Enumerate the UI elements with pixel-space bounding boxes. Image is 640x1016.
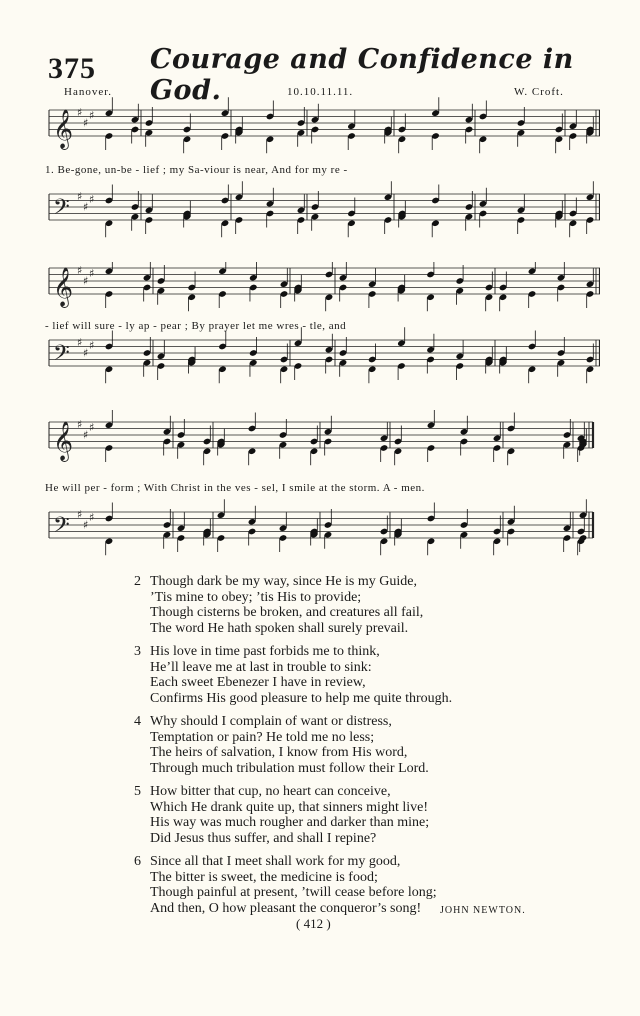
lyrics-line-2: - lief will sure - ly ap - pear ; By prayer let me wres - tle, and <box>45 320 347 332</box>
verse-line: Though dark be my way, since He is my Guide, <box>150 574 417 589</box>
verse-line: The bitter is sweet, the medicine is food; <box>150 869 378 885</box>
sharp-icon: ♯ <box>89 108 95 122</box>
treble-clef-icon: 𝄞 <box>53 109 74 149</box>
verse-line: Temptation or pain? He told me no less; <box>150 729 375 745</box>
sharp-icon: ♯ <box>83 200 89 214</box>
verse-line: Though painful at present, ’twill cease before long; <box>150 885 437 900</box>
verse-line: Why should I complain of want or distress, <box>150 714 392 729</box>
sharp-icon: ♯ <box>89 192 95 206</box>
treble-clef-icon: 𝄞 <box>53 421 74 461</box>
hymn-title: Courage and Confidence in God. <box>150 44 574 106</box>
music-system-2 <box>45 262 600 392</box>
sharp-icon: ♯ <box>89 266 95 280</box>
music-system-1 <box>45 96 600 256</box>
hymn-number: 375 <box>48 52 96 85</box>
verse-number: 6 <box>134 854 141 869</box>
verse-line: Since all that I meet shall work for my good, <box>150 854 401 869</box>
tune-name: Hanover. <box>64 86 113 98</box>
sharp-icon: ♯ <box>77 189 83 203</box>
verse-line: Through much tribulation must follow their Lord. <box>150 760 429 776</box>
sharp-icon: ♯ <box>77 105 83 119</box>
verse-line: The heirs of salvation, I know from His word, <box>150 745 408 760</box>
verses <box>134 574 590 924</box>
page-number: ( 412 ) <box>296 916 331 931</box>
verse-line: And then, O how pleasant the conqueror’s song! <box>150 900 422 916</box>
sharp-icon: ♯ <box>83 346 89 360</box>
bass-clef-icon: 𝄢 <box>53 341 70 371</box>
verse <box>134 714 590 776</box>
verse-line: Each sweet Ebenezer I have in review, <box>150 675 366 690</box>
verse-line: His love in time past forbids me to think, <box>150 644 380 659</box>
sharp-icon: ♯ <box>77 417 83 431</box>
verse-number: 3 <box>134 644 141 659</box>
music-staves-1 <box>45 96 600 256</box>
lyrics-line-3: He will per - form ; With Christ in the ves - sel, I smile at the storm. A - men. <box>45 482 425 494</box>
verse-number: 5 <box>134 784 141 799</box>
treble-clef-icon: 𝄞 <box>53 267 74 307</box>
verse <box>134 574 590 636</box>
verse-line: He’ll leave me at last in trouble to sink: <box>150 659 372 675</box>
sharp-icon: ♯ <box>89 420 95 434</box>
author: JOHN NEWTON. <box>440 905 526 916</box>
sharp-icon: ♯ <box>83 518 89 532</box>
sharp-icon: ♯ <box>77 507 83 521</box>
sharp-icon: ♯ <box>77 263 83 277</box>
verse-line: Did Jesus thus suffer, and shall I repine? <box>150 830 377 846</box>
sharp-icon: ♯ <box>83 116 89 130</box>
verse <box>134 644 590 706</box>
verse-line: Which He drank quite up, that sinners might live! <box>150 799 428 815</box>
verse-number: 2 <box>134 574 141 589</box>
composer: W. Croft. <box>514 86 564 98</box>
sharp-icon: ♯ <box>77 335 83 349</box>
verse <box>134 784 590 846</box>
sharp-icon: ♯ <box>89 510 95 524</box>
verse-line: ’Tis mine to obey; ’tis His to provide; <box>150 589 362 605</box>
lyrics-line-1: 1. Be-gone, un-be - lief ; my Sa-viour is near, And for my re - <box>45 164 348 176</box>
bass-clef-icon: 𝄢 <box>53 195 70 225</box>
verse-number: 4 <box>134 714 141 729</box>
sharp-icon: ♯ <box>83 274 89 288</box>
sharp-icon: ♯ <box>83 428 89 442</box>
verse-line: Though cisterns be broken, and creatures all fail, <box>150 605 424 620</box>
hymn-meter: 10.10.11.11. <box>287 86 354 98</box>
verse-line: How bitter that cup, no heart can conceive, <box>150 784 391 799</box>
music-system-3 <box>45 410 600 558</box>
bass-clef-icon: 𝄢 <box>53 513 70 543</box>
verse-line: The word He hath spoken shall surely prevail. <box>150 620 409 636</box>
verse-line: Confirms His good pleasure to help me quite through. <box>150 690 453 706</box>
verse-line: His way was much rougher and darker than mine; <box>150 815 430 830</box>
sharp-icon: ♯ <box>89 338 95 352</box>
